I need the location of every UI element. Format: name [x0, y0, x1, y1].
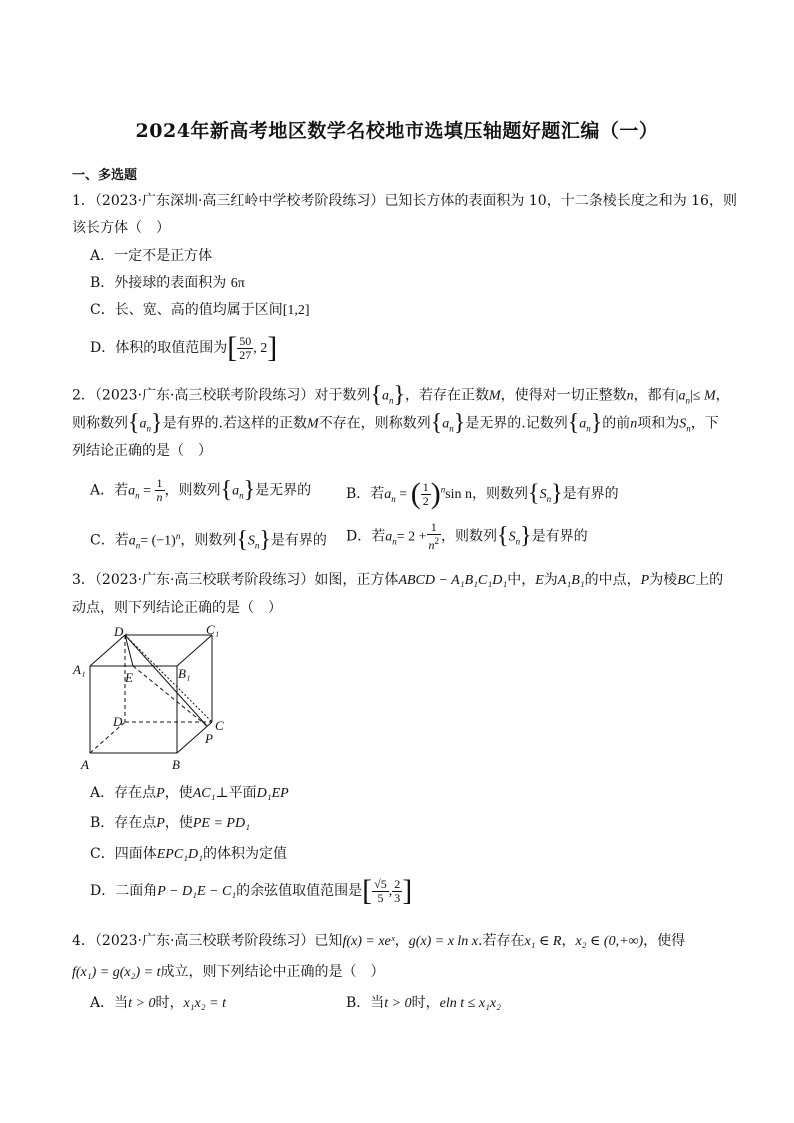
page-title: 2024年新高考地区数学名校地市选填压轴题好题汇编（一）	[135, 120, 659, 142]
q4-option-a: A．当t > 0时，x₁x₂ = t	[90, 995, 226, 1011]
section-heading: 一、多选题	[72, 168, 138, 183]
q3-option-a: A．存在点P，使AC₁⊥平面D₁EP	[90, 785, 289, 801]
label-A1: A₁	[73, 662, 86, 677]
q2-stem-line3: 列结论正确的是（ ）	[72, 443, 212, 459]
q1-option-d-text: D．体积的取值范围为	[90, 340, 228, 356]
q1-option-b-math: 6π	[230, 276, 245, 291]
q4-stem-line1: 4．（2023·广东·高三校联考阶段练习）已知f(x) = xeˣ，g(x) = x ln x.若存在x₁ ∈ R，x₂ ∈ (0,+∞)，使得	[72, 933, 686, 949]
q1-option-d-fraction: $\frac{50}{27}$	[239, 333, 252, 362]
label-E: E	[125, 670, 133, 685]
q4-stem-line2: f(x₁) = g(x₂) = t成立，则下列结论中正确的是（ ）	[72, 964, 385, 980]
q1-option-c	[90, 299, 310, 319]
q2-stem-line1: 2．（2023·广东·高三校联考阶段练习）对于数列$\{a_n\}$，若存在正数M，使得对一切正整数n，都有$|a_n|\le M$，	[72, 382, 730, 408]
q1-stem-line1: 1．（2023·广东深圳·高三红岭中学校考阶段练习）已知长方体的表面积为 10，十二条棱长度之和为 16，则	[72, 193, 737, 209]
q2-stem-line2: 则称数列$\{a_n\}$是有界的.若这样的正数M不存在，则称数列$\{a_n\}$是无界的.记数列$\{a_n\}$的前n项和为$S_n$，下	[72, 410, 719, 436]
q1-option-c-text: C．长、宽、高的值均属于区间	[90, 302, 283, 318]
label-D: D	[113, 714, 123, 729]
q1-option-c-math: [1,2]	[282, 303, 310, 318]
q1-option-d-tail: , 2	[253, 341, 268, 356]
cube-figure	[70, 620, 240, 780]
q1-option-b-text: B．外接球的表面积为	[90, 275, 231, 291]
q2-option-c: C．若$a_n= (-1)^n$，则数列$\{S_n\}$是有界的	[90, 527, 327, 553]
label-A: A	[81, 757, 89, 772]
label-C: C	[215, 718, 224, 733]
label-B1: B₁	[178, 666, 191, 681]
label-B: B	[172, 757, 180, 772]
q2-option-a: A．若$a_n$ = $\frac{1}{n}$ ，则数列$\{a_n\}$是无界的	[90, 476, 312, 504]
q3-option-d: D．二面角P − D₁E − C₁的余弦值取值范围是[ $\frac{√5}{5}$ , $\frac{2}{3}$ ]	[90, 874, 413, 907]
q3-stem-line1: 3．（2023·广东·高三校联考阶段练习）如图，正方体ABCD − A₁B₁C₁D₁中，E为A₁B₁的中点，P为棱BC上的	[72, 572, 724, 588]
q1-stem-line2: 该长方体（ ）	[72, 220, 170, 236]
q1-option-b	[90, 272, 245, 292]
q1-option-d: D．体积的取值范围为[ $\frac{50}{27}$ , 2]	[90, 331, 278, 364]
label-D1: D₁	[114, 624, 128, 639]
q3-option-c: C．四面体EPC₁D₁的体积为定值	[90, 846, 288, 862]
label-C1: C₁	[206, 622, 220, 637]
q2-option-b: B．若$a_n$ = ( $\frac{1}{2}$ )$^n$sin n，则数列$\{S_n\}$是有界的	[346, 477, 619, 510]
q2-option-d: D．若$a_n= 2$ + $\frac{1}{n^2}$ ，则数列$\{S_n\}$是有界的	[346, 520, 588, 552]
q3-stem-line2: 动点，则下列结论正确的是（ ）	[72, 600, 282, 616]
q3-option-b: B．存在点P，使PE = PD₁	[90, 815, 250, 831]
label-P: P	[205, 731, 213, 746]
q4-option-b: B．当t > 0时，eln t ≤ x₁x₂	[346, 995, 501, 1011]
q1-option-a: A．一定不是正方体	[90, 248, 213, 264]
